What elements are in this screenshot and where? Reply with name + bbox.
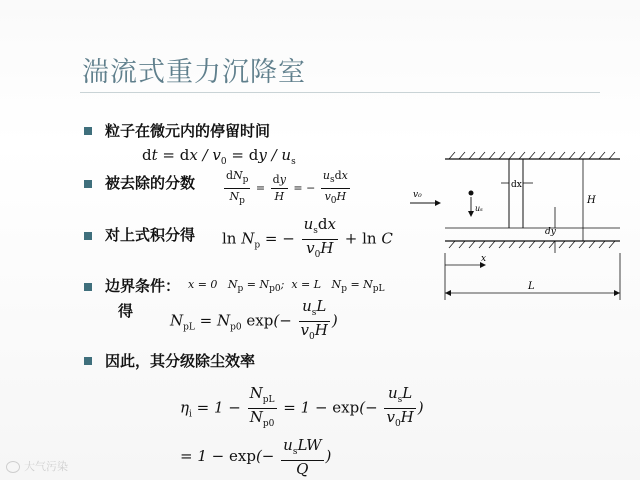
result-label: 得 — [118, 302, 134, 320]
dy-label: dy — [545, 227, 556, 237]
watermark-text: 大气污染 — [24, 460, 68, 473]
dx-label: dx — [511, 180, 522, 190]
equation-efficiency-1: $\eta_i = 1$ − $\frac{N_{pL}}{N_{p0}}$ = 1 − exp(− $\frac{u_sL}{v_0H}$ ) — [180, 384, 424, 429]
watermark-logo-icon — [6, 461, 20, 473]
l-arrowhead-right — [614, 290, 620, 296]
bullet-fraction-removed: 被去除的分数 — [105, 174, 196, 192]
bullet-integrate: 对上式积分得 — [105, 226, 196, 244]
equation-integral: $\ln N_p$ = − $\frac{u_sdx}{v_0H}$ + ln C — [222, 215, 393, 260]
h-label: H — [587, 195, 596, 206]
settling-chamber-diagram — [405, 145, 630, 310]
top-wall-hatch — [449, 152, 615, 159]
slide-title: 湍流式重力沉降室 — [82, 57, 306, 88]
bullet-residence-time: 粒子在微元内的停留时间 — [105, 122, 271, 140]
l-arrowhead-left — [445, 290, 451, 296]
watermark — [6, 458, 68, 474]
equation-fraction-removed: $\frac{dN_p}{N_p}$ = $\frac{dy}{H}$ = − $\frac{u_sdx}{v_0H}$ — [226, 169, 348, 207]
equation-result: $N_{pL} = N_{p0}$ exp(− $\frac{u_sL}{v_0H}$ ) — [170, 297, 338, 342]
v0-label: v₀ — [413, 190, 422, 200]
settling-arrowhead — [468, 211, 474, 217]
l-label: L — [528, 281, 535, 292]
equation-boundary: x = 0 $N_p = N_{p0}$; x = L $N_p = N_{pL}$ — [188, 278, 385, 295]
bullet-square-icon — [84, 127, 92, 135]
x-label: x — [481, 254, 487, 264]
equation-residence-time: dt = dx / $v_0$ = dy / $u_s$ — [142, 146, 296, 167]
bullet-boundary: 边界条件： — [105, 277, 181, 295]
bullet-square-icon — [84, 283, 92, 291]
us-label: uₛ — [475, 204, 483, 213]
title-divider — [80, 92, 600, 93]
bottom-wall-hatch — [449, 241, 615, 248]
inlet-arrowhead — [435, 200, 441, 206]
bullet-square-icon — [84, 357, 92, 365]
bullet-square-icon — [84, 232, 92, 240]
equation-efficiency-2: = 1 − exp(− $\frac{u_sLW}{Q}$ ) — [180, 436, 332, 478]
particle-dot — [469, 191, 474, 196]
bullet-square-icon — [84, 180, 92, 188]
bullet-efficiency: 因此，其分级除尘效率 — [105, 352, 256, 370]
